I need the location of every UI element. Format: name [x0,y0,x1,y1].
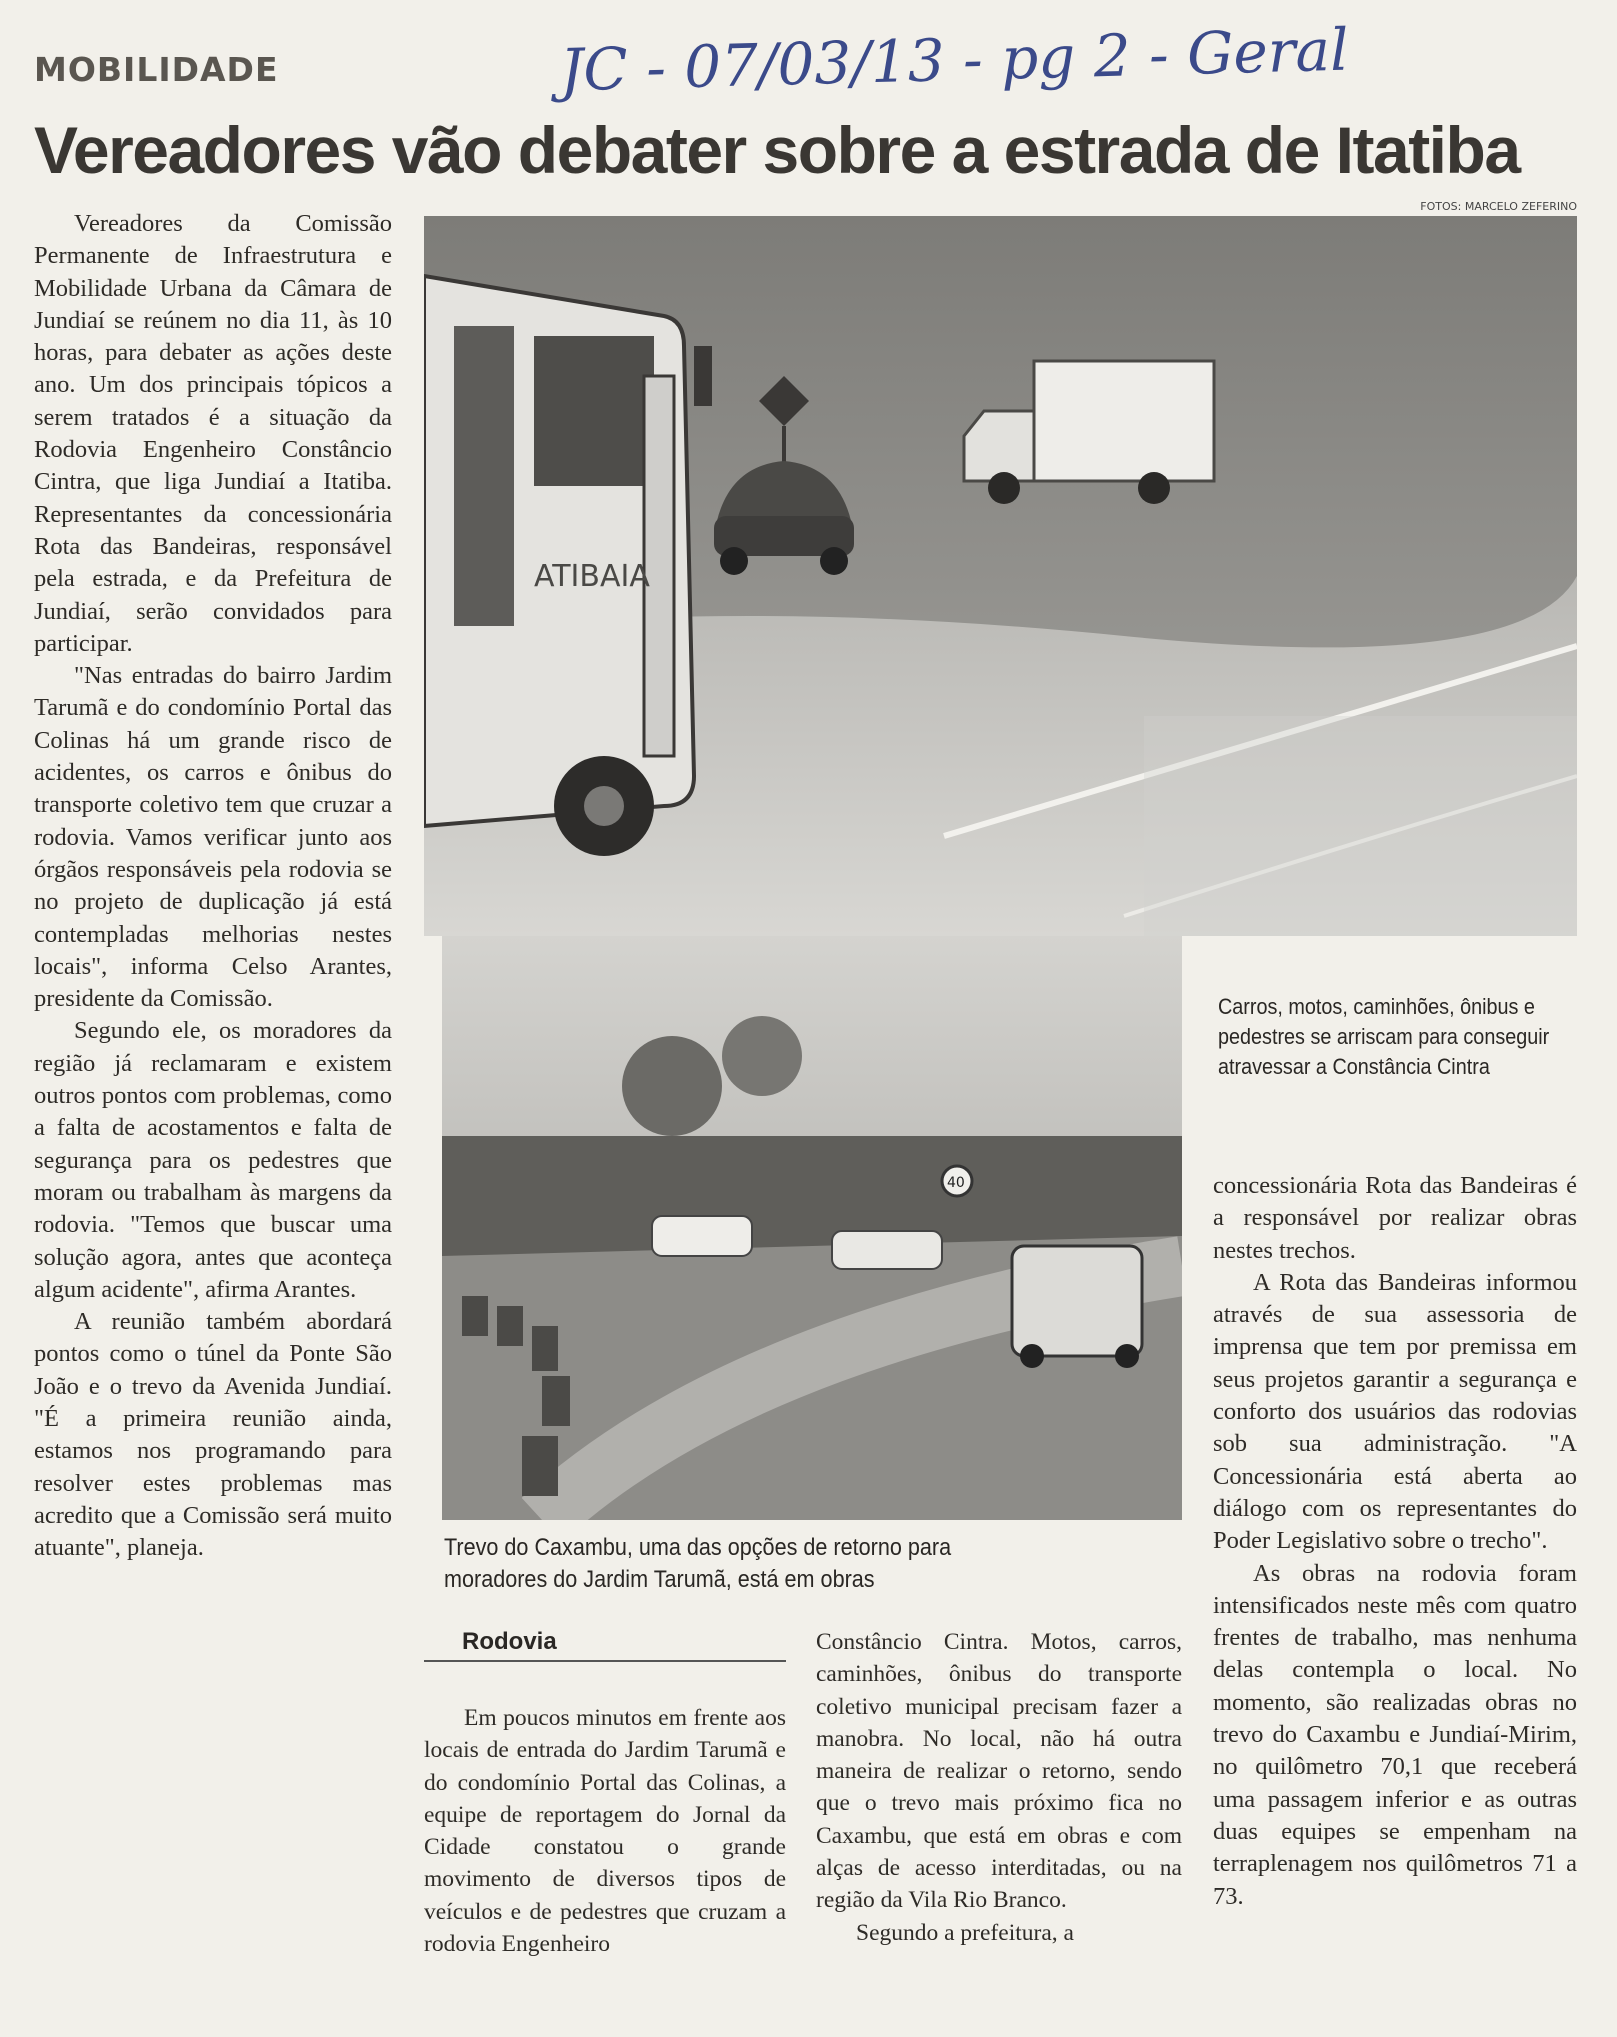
paragraph: Em poucos minutos em frente aos locais de entrada do Jardim Tarumã e do condomínio Portal das Colinas, a equipe de reportagem do Jornal da Cidade constatou o grande movimento de diversos tipos de veículos e de pedestres que cruzam a rodovia Engenheiro [424,1705,786,1958]
subhead-rodovia: Rodovia [462,1628,557,1655]
handwritten-date-stamp: JC - 07/03/13 - pg 2 - Geral [559,15,1350,105]
photo-caption-2: Trevo do Caxambu, uma das opções de retorno para moradores do Jardim Tarumã, está em obras [444,1534,952,1593]
bus-logo-text: ATIBAIA [534,559,650,594]
paragraph: concessionária Rota das Bandeiras é a responsável por realizar obras nestes trechos. [1213,1172,1577,1264]
paragraph: As obras na rodovia foram intensificados neste mês com quatro frentes de trabalho, mas nenhuma delas contempla o local. No momento, são realizadas obras no trevo do Caxambu e Jundiaí-Mirim, no quilômetro 70,1 que receberá uma passagem inferior e as outras duas equipes se empenham na terraplenagem nos quilômetros 71 a 73. [1213,1559,1577,1910]
paragraph: Constâncio Cintra. Motos, carros, caminhões, ônibus do transporte coletivo municipal precisam fazer a manobra. No local, não há outra maneira de realizar o retorno, sendo que o trevo mais próximo fica no Caxambu, que está em obras e com alças de acesso interditadas, ou na região da Vila Rio Branco. [816,1629,1182,1914]
photo-bus-on-road [424,216,1577,936]
photo-credit: FOTOS: MARCELO ZEFERINO [1420,200,1577,213]
column-4 [1213,1170,1577,1913]
paragraph: A reunião também abordará pontos como o túnel da Ponte São João e o trevo da Avenida Jundiaí. "É a primeira reunião ainda, estamos nos programando para resolver estes problemas mas acredito que a Comissão será muito atuante", planeja. [34,1308,392,1562]
photo-caption: Carros, motos, caminhões, ônibus e pedestres se arriscam para conseguir atravessar a Constância Cintra [1218,994,1550,1079]
headline: Vereadores vão debater sobre a estrada de Itatiba [34,113,1520,187]
photo-bus-illustration [424,216,1577,936]
subhead-rule [424,1660,786,1662]
photo-roundabout-illustration [442,936,1182,1520]
photo-roundabout [442,936,1182,1520]
column-2 [424,1702,786,1960]
column-3 [816,1626,1182,1949]
paragraph: Segundo ele, os moradores da região já reclamaram e existem outros pontos com problemas, como a falta de acostamentos e falta de segurança para os pedestres que moram ou trabalham às margens da rodovia. "Temos que buscar uma solução agora, antes que aconteça algum acidente", afirma Arantes. [34,1017,392,1303]
paragraph: A Rota das Bandeiras informou através de sua assessoria de imprensa que tem por premissa em seus projetos garantir a segurança e conforto dos usuários das rodovias sob sua administração. "A Concessionária está aberta ao diálogo com os representantes do Poder Legislativo sobre o trecho". [1213,1268,1577,1555]
section-kicker: MOBILIDADE [34,50,279,89]
paragraph: Segundo a prefeitura, a [856,1919,1074,1946]
paragraph: "Nas entradas do bairro Jardim Tarumã e do condomínio Portal das Colinas há um grande risco de acidentes, os carros e ônibus do transporte coletivo tem que cruzar a rodovia. Vamos verificar junto aos órgãos responsáveis pela rodovia se no projeto de duplicação já está contempladas melhorias nestes locais", informa Celso Arantes, presidente da Comissão. [34,662,392,1013]
column-1 [34,208,392,1564]
speed-limit-sign-text: 40 [947,1175,965,1191]
paragraph: Vereadores da Comissão Permanente de Infraestrutura e Mobilidade Urbana da Câmara de Jundiaí se reúnem no dia 11, às 10 horas, para debater as ações deste ano. Um dos principais tópicos a serem tratados é a situação da Rodovia Engenheiro Constâncio Cintra, que liga Jundiaí a Itatiba. Representantes da concessionária Rota das Bandeiras, responsável pela estrada, e da Prefeitura de Jundiaí, serão convidados para participar. [34,210,392,657]
